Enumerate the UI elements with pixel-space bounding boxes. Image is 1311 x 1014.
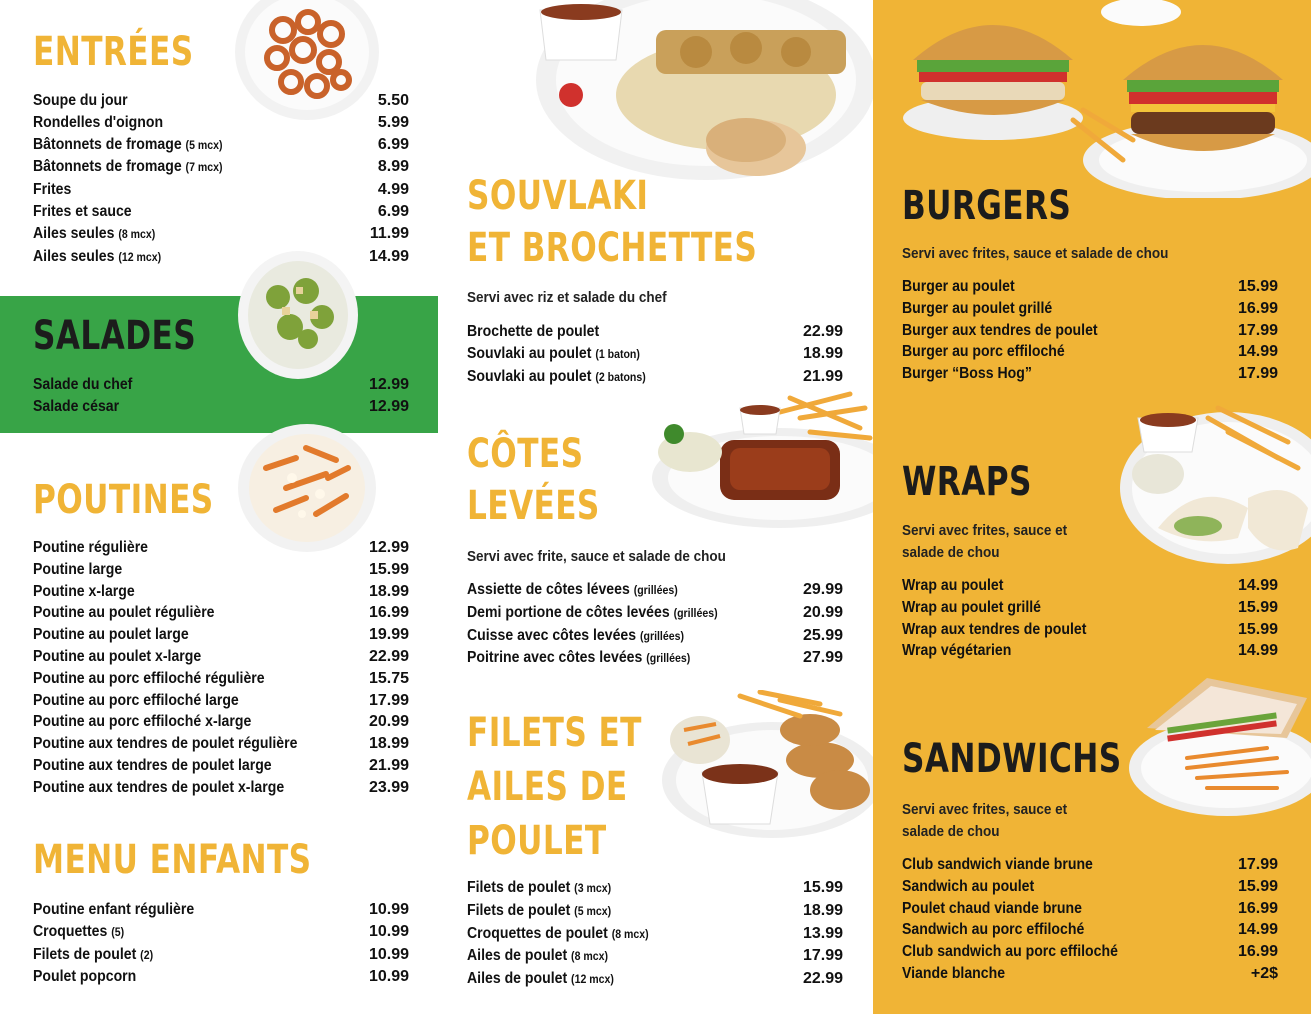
salades-list xyxy=(33,374,409,418)
menu-item-note: (8 mcx) xyxy=(611,926,649,941)
menu-item-price: 4.99 xyxy=(377,181,409,199)
menu-item-label: Frites et sauce xyxy=(33,202,132,220)
menu-item-label: Club sandwich au porc effiloché xyxy=(902,943,1118,961)
menu-item-name xyxy=(33,602,215,624)
menu-item xyxy=(467,321,843,343)
menu-item xyxy=(33,624,409,646)
menu-item-price: 18.99 xyxy=(802,344,843,362)
menu-item-price: 14.99 xyxy=(1237,343,1278,361)
menu-item-price: 15.99 xyxy=(1237,278,1278,295)
menu-item xyxy=(33,966,409,988)
menu-item xyxy=(467,945,843,968)
menu-item-price: 6.99 xyxy=(377,135,409,153)
burgers-subtitle: Servi avec frites, sauce et salade de chou xyxy=(902,245,1169,262)
menu-item xyxy=(467,647,843,670)
entrees-list xyxy=(33,90,409,268)
menu-item-name xyxy=(902,898,1082,920)
menu-item-name xyxy=(33,179,71,201)
menu-item-name xyxy=(467,968,614,991)
menu-item-label: Sandwich au porc effiloché xyxy=(902,921,1085,939)
filets-title-line3: POULET xyxy=(467,818,607,864)
menu-item xyxy=(33,537,409,559)
enfants-title: MENU ENFANTS xyxy=(33,837,312,883)
menu-item-name xyxy=(467,321,599,343)
menu-item-name xyxy=(902,298,1052,320)
club-sandwich-plate-photo xyxy=(1127,668,1311,818)
menu-item-note: (1 baton) xyxy=(595,346,640,361)
menu-item-name xyxy=(467,343,640,366)
souvlaki-plate-photo xyxy=(516,0,873,180)
menu-item xyxy=(467,968,843,991)
menu-item xyxy=(902,276,1278,298)
menu-item xyxy=(902,619,1278,641)
menu-item-name xyxy=(33,944,153,967)
menu-item-name xyxy=(467,877,611,900)
menu-item-price: 15.99 xyxy=(1237,598,1278,616)
menu-item-price: 10.99 xyxy=(368,901,409,918)
menu-item-name xyxy=(902,941,1118,963)
menu-item-price: 17.99 xyxy=(1237,321,1278,339)
menu-item-label: Poutine aux tendres de poulet régulière xyxy=(33,735,298,753)
menu-item-price: 5.99 xyxy=(377,113,409,131)
wraps-plate-photo xyxy=(1118,398,1311,568)
menu-item-price: 14.99 xyxy=(1237,577,1278,594)
menu-item-price: 18.99 xyxy=(368,582,409,600)
menu-item-note: (12 mcx) xyxy=(118,249,162,264)
sandwichs-title: SANDWICHS xyxy=(902,736,1122,782)
poutines-list xyxy=(33,537,409,799)
menu-item-name xyxy=(33,581,135,603)
menu-item-label: Salade césar xyxy=(33,397,120,415)
menu-item-label: Poutine au poulet large xyxy=(33,626,189,644)
menu-item xyxy=(902,341,1278,363)
menu-item-label: Ailes seules xyxy=(33,247,119,265)
menu-item-label: Poutine au porc effiloché large xyxy=(33,691,239,709)
menu-item-label: Poitrine avec côtes levées xyxy=(467,649,647,667)
menu-item-price: 18.99 xyxy=(802,901,843,919)
menu-item-name xyxy=(33,396,119,418)
menu-item xyxy=(33,581,409,603)
menu-item xyxy=(33,711,409,733)
filets-list xyxy=(467,877,843,991)
sandwichs-list xyxy=(902,854,1278,985)
menu-item xyxy=(902,876,1278,898)
menu-item-label: Ailes seules xyxy=(33,224,119,242)
menu-item-name xyxy=(33,90,128,112)
menu-item-price: 22.99 xyxy=(802,970,843,988)
menu-item-label: Bâtonnets de fromage xyxy=(33,158,186,176)
menu-item-label: Poutine régulière xyxy=(33,539,149,556)
menu-item-name xyxy=(33,134,223,157)
menu-item-price: 16.99 xyxy=(368,604,409,622)
menu-item-label: Filets de poulet xyxy=(33,945,141,963)
poutines-title: POUTINES xyxy=(33,477,214,523)
burgers-photo xyxy=(873,0,1311,198)
menu-item-label: Poutine au poulet régulière xyxy=(33,604,215,622)
menu-item-label: Poutine enfant régulière xyxy=(33,901,195,918)
menu-item-name xyxy=(33,374,132,396)
menu-item xyxy=(902,298,1278,320)
menu-item-price: 20.99 xyxy=(368,713,409,731)
menu-item xyxy=(33,201,409,223)
menu-item xyxy=(33,112,409,134)
menu-item-price: 12.99 xyxy=(368,397,409,415)
menu-item xyxy=(902,854,1278,876)
filets-title-line2: AILES DE xyxy=(467,764,628,810)
menu-item-note: (3 mcx) xyxy=(574,881,612,895)
menu-item xyxy=(902,919,1278,941)
menu-item xyxy=(902,640,1278,662)
wraps-subtitle-line2: salade de chou xyxy=(902,544,1000,561)
menu-item xyxy=(902,575,1278,597)
menu-item-price: 20.99 xyxy=(802,603,843,621)
menu-item-price: 18.99 xyxy=(368,735,409,753)
menu-item-label: Demi portione de côtes levées xyxy=(467,603,674,621)
menu-item-price: 16.99 xyxy=(1237,899,1278,917)
menu-item-label: Soupe du jour xyxy=(33,92,128,109)
menu-item-label: Burger au poulet grillé xyxy=(902,299,1053,317)
wraps-subtitle-line1: Servi avec frites, sauce et xyxy=(902,522,1068,539)
menu-item-label: Salade du chef xyxy=(33,376,133,393)
menu-item-label: Club sandwich viande brune xyxy=(902,856,1093,873)
menu-item-price: 15.75 xyxy=(368,669,409,687)
menu-item-note: (grillées) xyxy=(639,628,685,643)
menu-item xyxy=(902,898,1278,920)
menu-item-price: 12.99 xyxy=(368,376,409,393)
menu-item-name xyxy=(902,854,1093,876)
menu-item xyxy=(33,559,409,581)
menu-item-price: 15.99 xyxy=(368,560,409,578)
menu-item-price: 14.99 xyxy=(368,247,409,265)
menu-item xyxy=(33,602,409,624)
menu-item-price: 12.99 xyxy=(368,539,409,556)
menu-item-label: Poutine x-large xyxy=(33,582,135,600)
menu-item-label: Poutine au porc effiloché régulière xyxy=(33,669,265,687)
menu-item-name xyxy=(467,945,608,968)
menu-item-price: 15.99 xyxy=(1237,620,1278,638)
menu-item xyxy=(33,179,409,201)
menu-item-name xyxy=(33,921,124,944)
menu-item-price: 16.99 xyxy=(1237,299,1278,317)
menu-item-label: Brochette de poulet xyxy=(467,323,600,340)
menu-item-price: 17.99 xyxy=(368,691,409,709)
menu-item-name xyxy=(33,899,194,921)
menu-item-price: 14.99 xyxy=(1237,642,1278,660)
menu-item-name xyxy=(902,919,1084,941)
menu-item-label: Filets de poulet xyxy=(467,879,575,896)
menu-item-name xyxy=(902,876,1034,898)
ribs-plate-photo xyxy=(650,388,873,530)
menu-item xyxy=(33,733,409,755)
menu-item-price: 17.99 xyxy=(1237,365,1278,383)
menu-item xyxy=(467,343,843,366)
sandwichs-subtitle-line1: Servi avec frites, sauce et xyxy=(902,801,1068,818)
menu-item xyxy=(33,374,409,396)
menu-item-label: Burger au poulet xyxy=(902,278,1015,295)
menu-item-label: Cuisse avec côtes levées xyxy=(467,626,640,644)
menu-item-label: Viande blanche xyxy=(902,964,1006,982)
menu-item-name xyxy=(902,640,1011,662)
menu-item-name xyxy=(902,575,1003,597)
menu-item-price: 21.99 xyxy=(368,756,409,774)
menu-item-name xyxy=(902,963,1005,985)
menu-item-label: Burger au porc effiloché xyxy=(902,343,1065,361)
menu-item-note: (grillées) xyxy=(646,651,691,666)
menu-item-label: Ailes de poulet xyxy=(467,947,572,965)
menu-item-name xyxy=(33,112,163,134)
souvlaki-subtitle: Servi avec riz et salade du chef xyxy=(467,289,667,306)
wraps-list xyxy=(902,575,1278,662)
cotes-title-line2: LEVÉES xyxy=(467,483,600,529)
menu-item xyxy=(467,923,843,946)
menu-item-price: +2$ xyxy=(1250,964,1278,982)
menu-item-label: Burger aux tendres de poulet xyxy=(902,321,1098,339)
menu-item-name xyxy=(467,647,690,670)
menu-item-price: 10.99 xyxy=(368,968,409,986)
menu-item-name xyxy=(33,711,251,733)
entrees-title: ENTRÉES xyxy=(33,29,194,75)
menu-item xyxy=(33,246,409,269)
souvlaki-title-line1: SOUVLAKI xyxy=(467,173,649,219)
menu-item xyxy=(33,396,409,418)
menu-item-name xyxy=(33,755,272,777)
menu-item xyxy=(33,223,409,246)
menu-item-label: Poutine aux tendres de poulet x-large xyxy=(33,778,285,796)
enfants-list xyxy=(33,899,409,988)
menu-item-note: (grillées) xyxy=(633,583,678,597)
menu-item-price: 22.99 xyxy=(368,647,409,665)
menu-item-label: Croquettes de poulet xyxy=(467,924,612,942)
salades-title: SALADES xyxy=(33,313,197,359)
menu-item-name xyxy=(902,619,1086,641)
menu-item-note: (grillées) xyxy=(673,605,718,620)
menu-item-name xyxy=(33,646,201,668)
menu-item-name xyxy=(467,923,649,946)
menu-item-label: Poulet popcorn xyxy=(33,968,137,986)
menu-item-note: (8 mcx) xyxy=(571,949,609,964)
menu-item-label: Burger “Boss Hog” xyxy=(902,365,1032,383)
menu-item-name xyxy=(902,320,1098,342)
menu-item-name xyxy=(33,733,297,755)
menu-item-price: 13.99 xyxy=(802,924,843,942)
menu-item xyxy=(33,921,409,944)
cotes-subtitle: Servi avec frite, sauce et salade de chou xyxy=(467,548,726,565)
menu-item-price: 15.99 xyxy=(1237,877,1278,895)
menu-item-label: Souvlaki au poulet xyxy=(467,344,596,362)
menu-item-name xyxy=(33,624,189,646)
menu-item xyxy=(33,899,409,921)
menu-item-name xyxy=(467,625,684,648)
menu-item xyxy=(902,320,1278,342)
menu-item-name xyxy=(33,223,155,246)
menu-item-price: 25.99 xyxy=(802,626,843,644)
menu-item-price: 29.99 xyxy=(802,581,843,598)
menu-item xyxy=(467,366,843,389)
menu-item xyxy=(33,690,409,712)
menu-item-price: 14.99 xyxy=(1237,921,1278,939)
menu-item xyxy=(467,900,843,923)
menu-item-note: (5 mcx) xyxy=(185,137,223,152)
menu-item-name xyxy=(902,341,1065,363)
chicken-tenders-plate-photo xyxy=(660,690,873,840)
menu-item-note: (7 mcx) xyxy=(185,160,223,175)
menu-item-label: Souvlaki au poulet xyxy=(467,367,596,385)
menu-item-label: Wrap végétarien xyxy=(902,642,1012,660)
menu-item xyxy=(902,597,1278,619)
souvlaki-title-line2: ET BROCHETTES xyxy=(467,225,758,271)
menu-item-note: (8 mcx) xyxy=(118,226,156,241)
menu-item-name xyxy=(33,966,136,988)
menu-item-name xyxy=(902,276,1015,298)
menu-item-price: 17.99 xyxy=(1237,856,1278,873)
menu-item xyxy=(33,156,409,179)
menu-item-name xyxy=(467,900,611,923)
menu-item-price: 15.99 xyxy=(802,879,843,896)
menu-item-label: Poutine large xyxy=(33,560,123,578)
menu-item-name xyxy=(33,668,265,690)
menu-item-price: 21.99 xyxy=(802,367,843,385)
menu-item-name xyxy=(467,366,646,389)
menu-item xyxy=(902,963,1278,985)
menu-item-name xyxy=(33,690,239,712)
souvlaki-list xyxy=(467,321,843,388)
menu-item-note: (12 mcx) xyxy=(571,972,614,987)
menu-item xyxy=(33,646,409,668)
menu-item-label: Croquettes xyxy=(33,922,112,940)
menu-item-label: Poutine au poulet x-large xyxy=(33,647,202,665)
menu-item-price: 10.99 xyxy=(368,922,409,940)
menu-item-price: 11.99 xyxy=(369,224,409,242)
menu-item-price: 27.99 xyxy=(802,649,843,667)
menu-item-name xyxy=(33,246,161,269)
menu-item-label: Poutine aux tendres de poulet large xyxy=(33,756,272,774)
menu-item-name xyxy=(33,559,122,581)
menu-item xyxy=(902,363,1278,385)
sandwichs-subtitle-line2: salade de chou xyxy=(902,823,1000,840)
menu-item-label: Poutine au porc effiloché x-large xyxy=(33,713,252,731)
menu-item-price: 22.99 xyxy=(802,323,843,340)
menu-item-label: Wrap au poulet xyxy=(902,577,1004,594)
menu-item-label: Filets de poulet xyxy=(467,901,575,919)
menu-item-name xyxy=(33,537,148,559)
menu-item xyxy=(33,134,409,157)
menu-item-price: 5.50 xyxy=(377,92,409,109)
menu-item-name xyxy=(33,777,284,799)
menu-item xyxy=(902,941,1278,963)
menu-item-note: (5 mcx) xyxy=(574,903,612,918)
menu-item-name xyxy=(467,602,718,625)
menu-item-note: (2) xyxy=(140,947,154,962)
burgers-title: BURGERS xyxy=(902,183,1072,229)
menu-item-price: 16.99 xyxy=(1237,943,1278,961)
menu-item xyxy=(33,668,409,690)
menu-item-price: 8.99 xyxy=(377,158,409,176)
burgers-list xyxy=(902,276,1278,385)
menu-item-label: Poulet chaud viande brune xyxy=(902,899,1082,917)
menu-item xyxy=(467,579,843,602)
poutine-photo xyxy=(236,418,378,554)
menu-item xyxy=(33,90,409,112)
menu-item-name xyxy=(902,597,1041,619)
menu-item-price: 6.99 xyxy=(377,202,409,220)
menu-item-price: 10.99 xyxy=(368,945,409,963)
menu-item-price: 23.99 xyxy=(368,778,409,796)
menu-item xyxy=(33,777,409,799)
menu-item-label: Wrap au poulet grillé xyxy=(902,598,1041,616)
menu-item-note: (5) xyxy=(111,924,125,939)
menu-item-label: Rondelles d'oignon xyxy=(33,113,164,131)
menu-item-label: Frites xyxy=(33,181,72,199)
cotes-list xyxy=(467,579,843,670)
menu-item xyxy=(33,755,409,777)
menu-item xyxy=(467,602,843,625)
menu-item xyxy=(33,944,409,967)
menu-item-label: Assiette de côtes lévees xyxy=(467,581,634,598)
menu-item-label: Sandwich au poulet xyxy=(902,877,1035,895)
menu-item-name xyxy=(33,201,132,223)
menu-item xyxy=(467,625,843,648)
menu-item-label: Ailes de poulet xyxy=(467,970,572,988)
menu-item xyxy=(467,877,843,900)
menu-item-price: 17.99 xyxy=(802,947,843,965)
menu-item-label: Bâtonnets de fromage xyxy=(33,135,186,153)
menu-item-price: 19.99 xyxy=(368,626,409,644)
cotes-title-line1: CÔTES xyxy=(467,431,584,477)
menu-item-name xyxy=(33,156,223,179)
wraps-title: WRAPS xyxy=(902,459,1032,505)
menu-item-note: (2 batons) xyxy=(595,369,646,384)
menu-item-name xyxy=(467,579,678,602)
menu-item-name xyxy=(902,363,1032,385)
menu-item-label: Wrap aux tendres de poulet xyxy=(902,620,1087,638)
filets-title-line1: FILETS ET xyxy=(467,710,642,756)
